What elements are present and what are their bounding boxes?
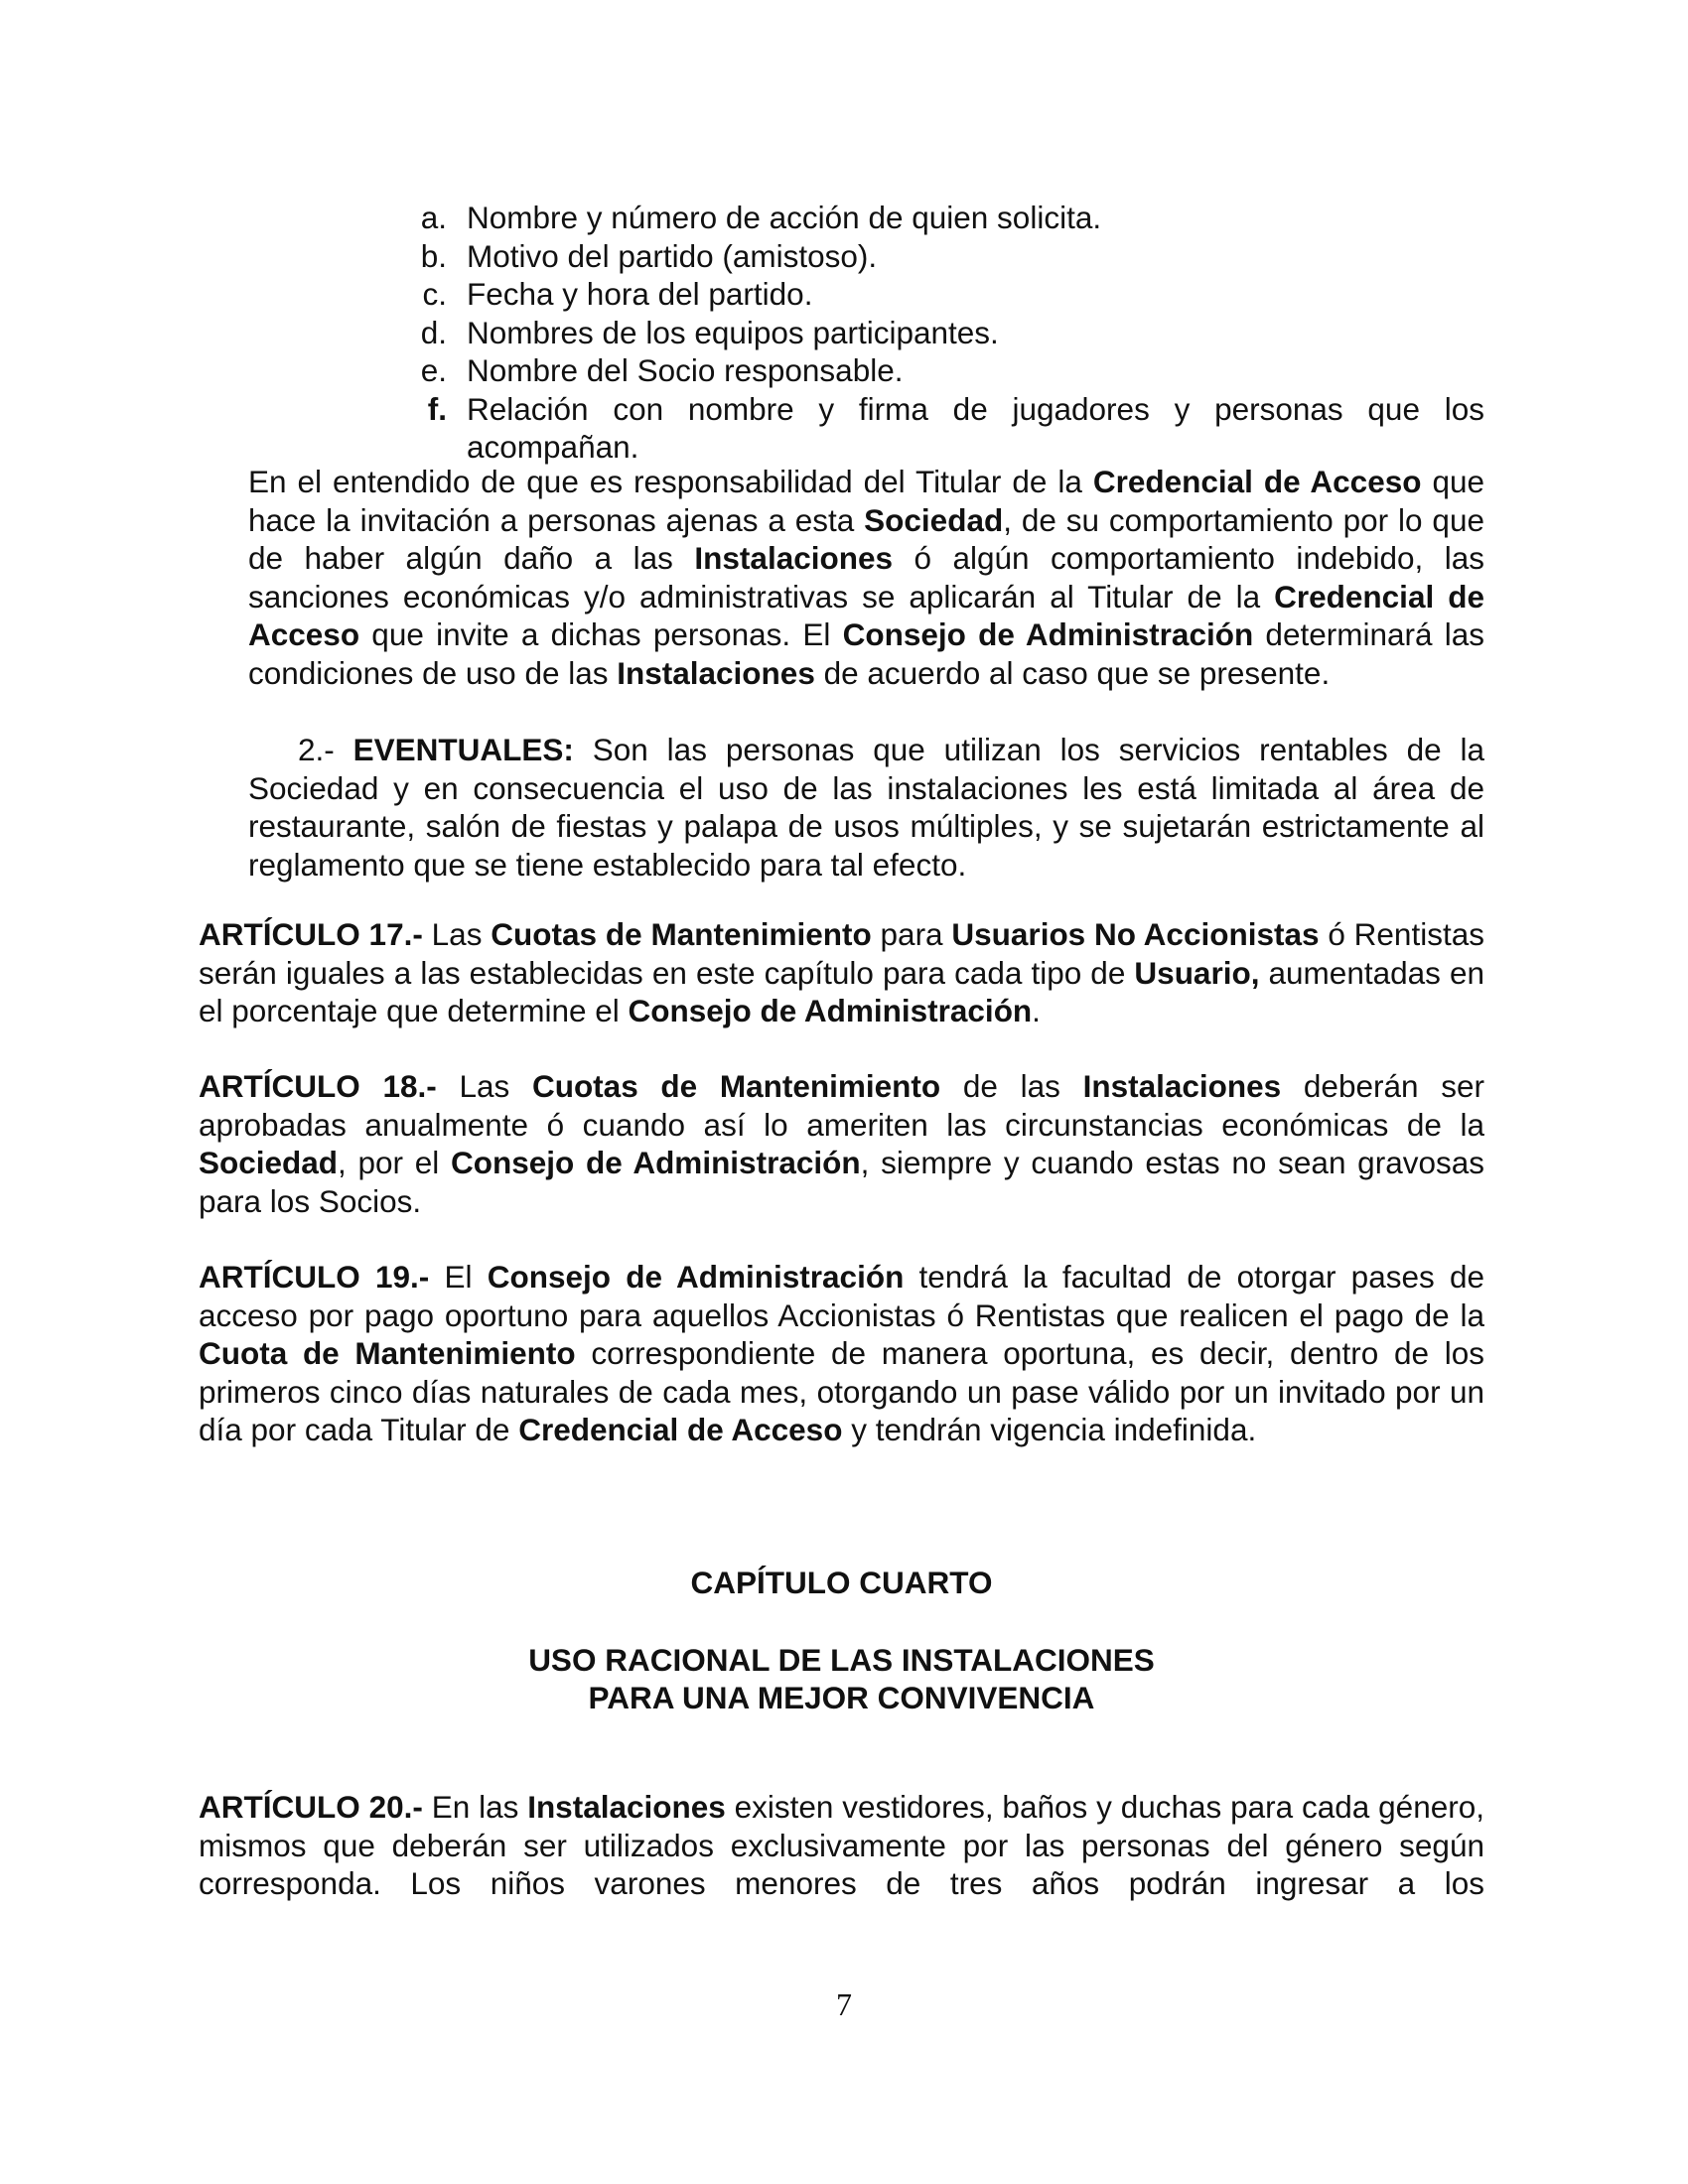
list-item	[420, 351, 1484, 390]
list-item	[422, 275, 1484, 314]
list-item-text: Fecha y hora del partido.	[467, 276, 813, 312]
bold-term: Consejo de Administración	[451, 1145, 861, 1180]
text-run: En las	[422, 1789, 528, 1825]
paragraph-responsabilidad	[248, 463, 1484, 692]
text-run: y tendrán vigencia indefinida.	[842, 1412, 1257, 1447]
article-17	[199, 915, 1484, 1030]
list-item	[420, 314, 1484, 352]
text-run: .	[1032, 993, 1041, 1028]
bold-term: Cuotas de Mantenimiento	[531, 1068, 941, 1104]
text-run: tendrá la facultad de otorgar pases de acceso por pago oportuno para aquellos Accionistas ó Rentistas que realicen el pago de la	[199, 1259, 1484, 1333]
bold-term: Cuota de Mantenimiento	[199, 1335, 576, 1371]
bold-term: Usuarios No Accionistas	[951, 916, 1320, 952]
chapter-title: CAPÍTULO CUARTO	[690, 1565, 993, 1600]
text-run: que invite a dichas personas. El	[359, 616, 843, 652]
bold-term: Instalaciones	[527, 1789, 726, 1825]
text-run: que hace la invitación a personas ajenas a esta	[248, 464, 1484, 538]
list-marker: d.	[420, 314, 447, 350]
bold-term: Consejo de Administración	[842, 616, 1254, 652]
text-run: , por el	[338, 1145, 452, 1180]
page-number: 7	[836, 1986, 852, 2022]
list-item-text: Motivo del partido (amistoso).	[467, 237, 878, 274]
text-run: El	[429, 1259, 488, 1295]
text-run: Las	[436, 1068, 532, 1104]
article-18	[199, 1067, 1484, 1220]
text-run: , de su comportamiento por lo que de haber algún daño a las	[248, 501, 1484, 576]
bold-term: Sociedad	[199, 1145, 339, 1180]
text-run: , siempre y cuando estas no sean gravosas para los Socios.	[199, 1145, 1484, 1219]
text-run: existen vestidores, baños y duchas para cada género, mismos que deberán ser utilizados exclusivamente por las personas del género según corresponda. Los niños varones menores de tres años podrán ingresar a los	[199, 1789, 1484, 1901]
bold-term: Consejo de Administración	[487, 1259, 905, 1295]
list-item-text: Relación con nombre y firma de jugadores y personas que los acompañan.	[467, 390, 1484, 465]
bold-term: Credencial de Acceso	[248, 578, 1484, 652]
text-run: de acuerdo al caso que se presente.	[814, 654, 1331, 691]
bold-term: EVENTUALES:	[352, 732, 574, 767]
article-heading: ARTÍCULO 18.-	[199, 1068, 437, 1104]
article-heading: ARTÍCULO 19.-	[199, 1259, 430, 1295]
list-marker: e.	[420, 352, 447, 388]
text-run: de las	[940, 1068, 1083, 1104]
list-item	[427, 390, 1484, 467]
text-run: ó Rentistas serán iguales a las establecidas en este capítulo para cada tipo de	[199, 916, 1484, 991]
bold-term: Credencial de Acceso	[1092, 464, 1422, 499]
list-marker: c.	[422, 276, 447, 312]
bold-term: Cuotas de Mantenimiento	[491, 916, 872, 952]
paragraph-eventuales	[248, 731, 1484, 884]
list-item-text: Nombre y número de acción de quien solicita.	[467, 200, 1102, 235]
list-item	[420, 237, 1484, 276]
list-marker: b.	[420, 237, 447, 274]
text-run: Son las personas que utilizan los servicios rentables de la Sociedad y en consecuencia el uso de las instalaciones les está limitada al área de restaurante, salón de fiestas y palapa de usos múltiples, y se sujetarán estrictamente al reglamento que se tiene establecido para tal efecto.	[248, 732, 1484, 883]
chapter-subtitle-line-1: USO RACIONAL DE LAS INSTALACIONES	[528, 1642, 1155, 1678]
text-run: 2.-	[298, 732, 353, 767]
article-heading: ARTÍCULO 17.-	[199, 916, 423, 952]
text-run: En el entendido de que es responsabilidad del Titular de la	[248, 464, 1093, 499]
requirements-list	[420, 199, 1484, 467]
bold-term: Credencial de Acceso	[518, 1412, 843, 1447]
article-19	[199, 1258, 1484, 1449]
text-run: Las	[422, 916, 492, 952]
bold-term: Usuario,	[1134, 954, 1260, 991]
bold-term: Instalaciones	[617, 654, 815, 691]
bold-term: Consejo de Administración	[628, 993, 1033, 1028]
text-run: determinará las condiciones de uso de las	[248, 616, 1484, 691]
text-run: ó algún comportamiento indebido, las sanciones económicas y/o administrativas se aplicarán al Titular de la	[248, 540, 1484, 614]
list-marker: f.	[427, 390, 447, 427]
chapter-subtitle-line-2: PARA UNA MEJOR CONVIVENCIA	[588, 1680, 1095, 1715]
text-run: deberán ser aprobadas anualmente ó cuando así lo ameriten las circunstancias económicas de la	[199, 1068, 1484, 1143]
list-marker: a.	[420, 200, 447, 235]
bold-term: Instalaciones	[1082, 1068, 1282, 1104]
list-item	[420, 199, 1484, 237]
list-item-text: Nombre del Socio responsable.	[467, 352, 904, 388]
bold-term: Sociedad	[864, 501, 1004, 538]
text-run: aumentadas en el porcentaje que determine el	[199, 954, 1484, 1028]
text-run: para	[871, 916, 952, 952]
text-run: correspondiente de manera oportuna, es decir, dentro de los primeros cinco días naturales de cada mes, otorgando un pase válido por un invitado por un día por cada Titular de	[199, 1335, 1484, 1447]
list-item-text: Nombres de los equipos participantes.	[467, 314, 999, 350]
article-20	[199, 1788, 1484, 1903]
article-heading: ARTÍCULO 20.-	[199, 1789, 423, 1825]
bold-term: Instalaciones	[694, 540, 894, 576]
